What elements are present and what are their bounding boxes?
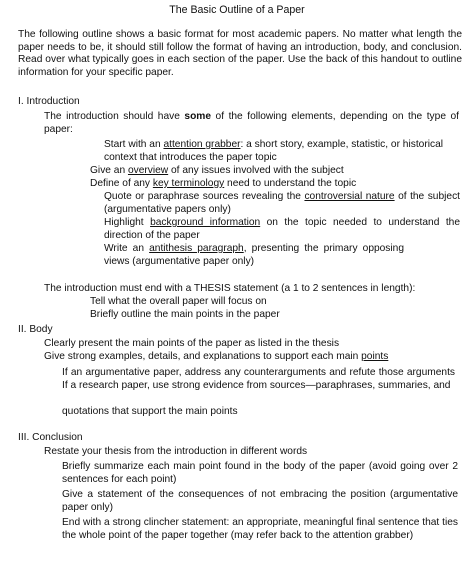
section-heading-introduction: I. Introduction [18,96,80,107]
section-heading-conclusion: III. Conclusion [18,432,83,443]
term-overview: overview [127,165,169,176]
body-line-strong-examples: Give strong examples, details, and explanations to support each main points [44,351,389,362]
conclusion-line-restate: Restate your thesis from the introduction in different words [44,446,308,457]
term-attention-grabber: attention grabber [163,139,241,150]
term-background-information: background information [150,217,261,228]
term-controversial-nature: controversial nature [304,191,395,202]
intro-item-attention-grabber: Start with an attention grabber: a short story, example, statistic, or historical context that introduces the paper topic [104,139,443,163]
body-sub-argumentative: If an argumentative paper, address any counterarguments and refute those arguments If a research paper, use strong evidence from sources—paraphrases, summaries, and [62,367,455,391]
intro-item-background-information: Highlight background information on the topic needed to understand the direction of the paper [104,217,460,241]
intro-paragraph: The following outline shows a basic format for most academic papers. No matter what length the paper needs to be, it should still follow the format of having an introduction, body, and conclusion. Read over what typically goes in each section of the paper. Use the back of this handout to outline information for your specific paper. [18,29,462,78]
intro-item-controversial-nature: Quote or paraphrase sources revealing the controversial nature of the subject (argumentative papers only) [104,191,460,215]
introduction-lead: The introduction should have some of the following elements, depending on the type of paper: [44,111,459,135]
page-title: The Basic Outline of a Paper [169,4,305,16]
intro-item-antithesis-paragraph: Write an antithesis paragraph, presenting the primary opposing views (argumentative paper only) [104,243,404,267]
intro-item-key-terminology: Define of any key terminology need to understand the topic [90,178,357,189]
body-sub-quotations: quotations that support the main points [62,406,238,417]
thesis-item-outline: Briefly outline the main points in the paper [90,309,280,320]
conclusion-item-clincher: End with a strong clincher statement: an appropriate, meaningful final sentence that ties the whole point of the paper together (may refer back to the attention grabber) [62,517,458,541]
emphasis-some: some [184,111,212,122]
term-key-terminology: key terminology [152,178,225,189]
term-points: points [361,351,389,362]
conclusion-item-summarize: Briefly summarize each main point found in the body of the paper (avoid going over 2 sentences for each point) [62,461,458,485]
conclusion-item-consequences: Give a statement of the consequences of not embracing the position (argumentative paper only) [62,489,458,513]
thesis-statement-line: The introduction must end with a THESIS statement (a 1 to 2 sentences in length): [44,283,416,294]
section-heading-body: II. Body [18,324,53,335]
thesis-item-focus: Tell what the overall paper will focus on [90,296,267,307]
term-antithesis-paragraph: antithesis paragraph [149,243,244,254]
intro-item-overview: Give an overview of any issues involved with the subject [90,165,344,176]
body-line-main-points: Clearly present the main points of the paper as listed in the thesis [44,338,340,349]
